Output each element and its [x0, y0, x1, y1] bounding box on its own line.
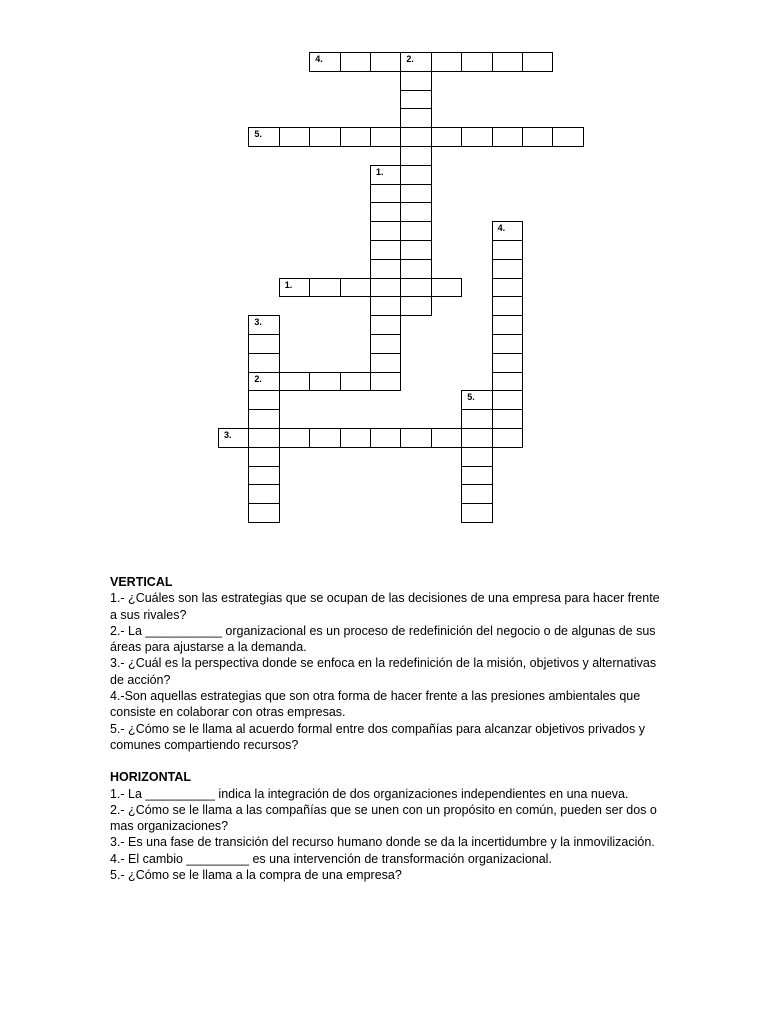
crossword-cell[interactable] — [370, 372, 401, 392]
crossword-cell[interactable] — [370, 202, 401, 222]
crossword-cell[interactable] — [461, 409, 492, 429]
crossword-cell[interactable] — [248, 315, 279, 335]
crossword-cell[interactable] — [400, 202, 431, 222]
crossword-cell[interactable] — [370, 315, 401, 335]
crossword-cell[interactable] — [400, 221, 431, 241]
crossword-cell[interactable] — [370, 165, 401, 185]
crossword-cell[interactable] — [400, 240, 431, 260]
crossword-cell[interactable] — [370, 296, 401, 316]
crossword-cell[interactable] — [370, 184, 401, 204]
crossword-cell[interactable] — [370, 259, 401, 279]
crossword-cell[interactable] — [370, 127, 401, 147]
clue-number: 5. — [467, 392, 475, 403]
crossword-cell[interactable] — [218, 428, 249, 448]
crossword-cell[interactable] — [400, 259, 431, 279]
horizontal-clue-5: 5.- ¿Cómo se le llama a la compra de una empresa? — [110, 868, 402, 883]
vertical-heading: VERTICAL — [110, 575, 173, 589]
crossword-cell[interactable] — [279, 428, 310, 448]
crossword-cell[interactable] — [248, 428, 279, 448]
crossword-cell[interactable] — [522, 52, 553, 72]
clue-number: 5. — [254, 129, 262, 140]
crossword-cell[interactable] — [370, 428, 401, 448]
crossword-cell[interactable] — [309, 278, 340, 298]
crossword-cell[interactable] — [492, 315, 523, 335]
crossword-cell[interactable] — [461, 127, 492, 147]
crossword-cell[interactable] — [400, 184, 431, 204]
crossword-cell[interactable] — [279, 278, 310, 298]
crossword-cell[interactable] — [461, 52, 492, 72]
crossword-cell[interactable] — [248, 127, 279, 147]
clue-number: 4. — [315, 54, 323, 64]
crossword-cell[interactable] — [400, 71, 431, 91]
clue-number: 3. — [254, 317, 262, 328]
crossword-cell[interactable] — [248, 334, 279, 354]
vertical-clue-4: 4.-Son aquellas estrategias que son otra forma de hacer frente a las presiones ambientales que consiste en colaborar con otras empresas. — [110, 689, 641, 720]
crossword-cell[interactable] — [340, 52, 371, 72]
crossword-cell[interactable] — [400, 296, 431, 316]
crossword-cell[interactable] — [400, 165, 431, 185]
crossword-cell[interactable] — [309, 127, 340, 147]
crossword-cell[interactable] — [370, 240, 401, 260]
crossword-cell[interactable] — [248, 484, 279, 504]
section-gap — [110, 753, 670, 769]
crossword-cell[interactable] — [400, 428, 431, 448]
crossword-cell[interactable] — [248, 390, 279, 410]
vertical-clue-3: 3.- ¿Cuál es la perspectiva donde se enfoca en la redefinición de la misión, objetivos y alternativas de acción? — [110, 656, 657, 687]
clue-number: 1. — [376, 166, 384, 177]
crossword-cell[interactable] — [461, 503, 492, 523]
crossword-cell[interactable] — [552, 127, 583, 147]
horizontal-clue-4: 4.- El cambio _________ es una intervención de transformación organizacional. — [110, 851, 552, 866]
clue-number: 2. — [406, 54, 414, 64]
crossword-cell[interactable] — [431, 52, 462, 72]
crossword-cell[interactable] — [492, 334, 523, 354]
crossword-cell[interactable] — [400, 127, 431, 147]
crossword-cell[interactable] — [248, 409, 279, 429]
crossword-cell[interactable] — [340, 127, 371, 147]
crossword-cell[interactable] — [370, 52, 401, 72]
crossword-cell[interactable] — [279, 127, 310, 147]
crossword-cell[interactable] — [400, 146, 431, 166]
crossword-cell[interactable] — [492, 259, 523, 279]
crossword-cell[interactable] — [370, 334, 401, 354]
crossword-cell[interactable] — [248, 372, 279, 392]
crossword-cell[interactable] — [309, 372, 340, 392]
crossword-cell[interactable] — [492, 52, 523, 72]
crossword-cell[interactable] — [522, 127, 553, 147]
crossword-cell[interactable] — [279, 372, 310, 392]
crossword-cell[interactable] — [461, 390, 492, 410]
vertical-clue-2: 2.- La ___________ organizacional es un proceso de redefinición del negocio o de algunas de sus áreas para ajustarse a la demanda. — [110, 623, 656, 655]
crossword-cell[interactable] — [492, 390, 523, 410]
crossword-cell[interactable] — [248, 353, 279, 373]
crossword-cell[interactable] — [400, 108, 431, 128]
horizontal-clue-2: 2.- ¿Cómo se le llama a las compañías que se unen con un propósito en común, pueden ser dos o mas organizaciones? — [110, 802, 657, 834]
horizontal-clue-1: 1.- La __________ indica la integración de dos organizaciones independientes en una nueva. — [110, 786, 629, 801]
horizontal-heading: HORIZONTAL — [110, 770, 192, 785]
clue-number: 4. — [497, 223, 506, 234]
clues-section — [110, 574, 670, 883]
crossword-cell[interactable] — [431, 127, 462, 147]
clue-number: 2. — [254, 373, 262, 384]
crossword-cell[interactable] — [309, 52, 340, 72]
crossword-cell[interactable] — [431, 428, 462, 448]
vertical-clue-5: 5.- ¿Cómo se le llama al acuerdo formal entre dos compañías para alcanzar objetivos privados y comunes compartiendo recursos? — [110, 721, 645, 752]
vertical-clue-1: 1.- ¿Cuáles son las estrategias que se ocupan de las decisiones de una empresa para hacer frente a sus rivales? — [110, 591, 660, 622]
crossword-cell[interactable] — [248, 503, 279, 523]
crossword-cell[interactable] — [370, 278, 401, 298]
crossword-cell[interactable] — [400, 278, 431, 298]
crossword-cell[interactable] — [248, 466, 279, 486]
crossword-cell[interactable] — [400, 90, 431, 110]
crossword-cell[interactable] — [309, 428, 340, 448]
crossword-cell[interactable] — [492, 278, 523, 298]
crossword-cell[interactable] — [400, 52, 431, 72]
crossword-cell[interactable] — [370, 353, 401, 373]
clue-number: 3. — [224, 430, 232, 440]
crossword-cell[interactable] — [461, 447, 492, 467]
crossword-cell[interactable] — [340, 278, 371, 298]
crossword-cell[interactable] — [492, 240, 523, 260]
crossword-cell[interactable] — [431, 278, 462, 298]
crossword-cell[interactable] — [461, 466, 492, 486]
clue-number: 1. — [284, 279, 293, 290]
crossword-cell[interactable] — [492, 409, 523, 429]
crossword-cell[interactable] — [370, 221, 401, 241]
crossword-cell[interactable] — [492, 296, 523, 316]
crossword-cell[interactable] — [492, 221, 523, 241]
crossword-cell[interactable] — [340, 428, 371, 448]
crossword-cell[interactable] — [248, 447, 279, 467]
horizontal-clue-3: 3.- Es una fase de transición del recurso humano donde se da la incertidumbre y la inmovilización. — [110, 835, 655, 850]
crossword-cell[interactable] — [492, 372, 523, 392]
crossword-cell[interactable] — [461, 428, 492, 448]
crossword-cell[interactable] — [492, 428, 523, 448]
crossword-cell[interactable] — [492, 353, 523, 373]
crossword-cell[interactable] — [492, 127, 523, 147]
crossword-cell[interactable] — [340, 372, 371, 392]
crossword-cell[interactable] — [461, 484, 492, 504]
